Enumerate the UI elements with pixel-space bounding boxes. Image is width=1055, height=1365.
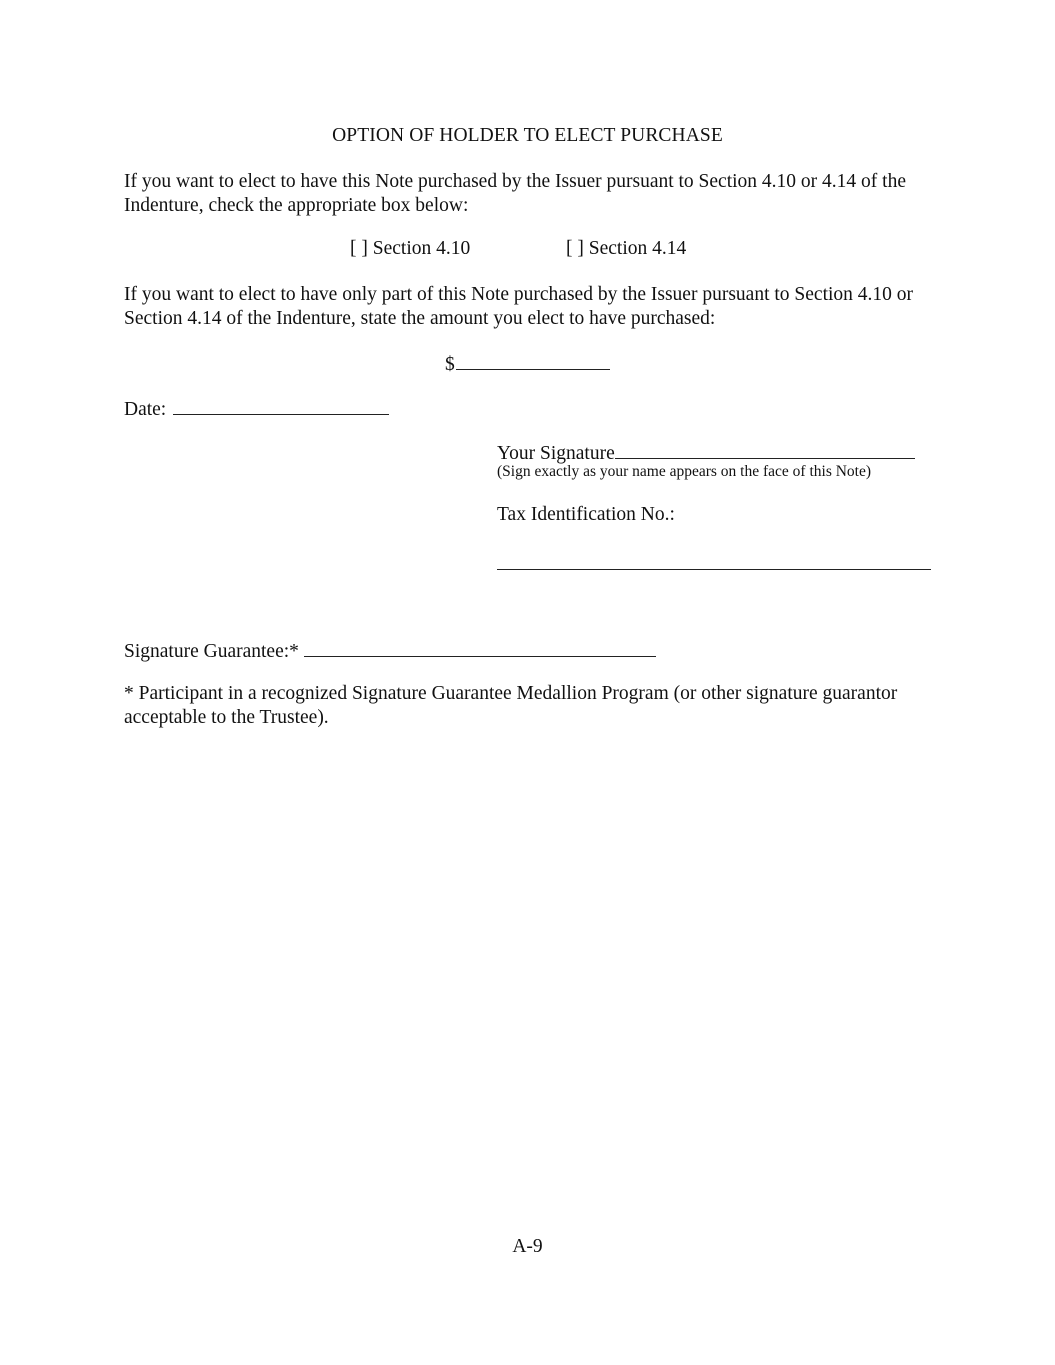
tax-id-label: Tax Identification No.:: [497, 504, 675, 525]
signature-guarantee-label: Signature Guarantee:*: [124, 641, 299, 662]
tax-id-field[interactable]: [497, 569, 931, 570]
signature-row: [497, 440, 915, 465]
checkbox-section-4-14[interactable]: [ ]: [566, 238, 584, 259]
currency-symbol: $: [445, 354, 455, 375]
signature-note: (Sign exactly as your name appears on the face of this Note): [497, 463, 872, 480]
date-field[interactable]: [173, 396, 389, 415]
signature-guarantee-row: [124, 638, 656, 663]
amount-row: [445, 351, 610, 376]
date-row: [124, 396, 389, 421]
signature-label: Your Signature: [497, 443, 615, 464]
option-section-4-10[interactable]: [350, 238, 470, 260]
signature-guarantee-field[interactable]: [304, 638, 656, 657]
amount-field[interactable]: [456, 351, 610, 370]
option-label-section-4-14: Section 4.14: [588, 238, 687, 259]
option-section-4-14[interactable]: [566, 238, 686, 260]
page-number: A-9: [512, 1236, 543, 1257]
partial-purchase-paragraph: If you want to elect to have only part of this Note purchased by the Issuer pursuant to Section 4.10 or Section 4.14 of the Indenture, state the amount you elect to have purchased:: [124, 284, 914, 329]
form-title: OPTION OF HOLDER TO ELECT PURCHASE: [332, 125, 723, 146]
guarantee-footnote: * Participant in a recognized Signature Guarantee Medallion Program (or other signature guarantor acceptable to the Trustee).: [124, 683, 898, 728]
signature-field[interactable]: [615, 440, 915, 459]
checkbox-section-4-10[interactable]: [ ]: [350, 238, 368, 259]
option-label-section-4-10: Section 4.10: [372, 238, 471, 259]
intro-paragraph: If you want to elect to have this Note purchased by the Issuer pursuant to Section 4.10 or 4.14 of the Indenture, check the appropriate box below:: [124, 171, 906, 216]
date-label: Date:: [124, 399, 167, 420]
